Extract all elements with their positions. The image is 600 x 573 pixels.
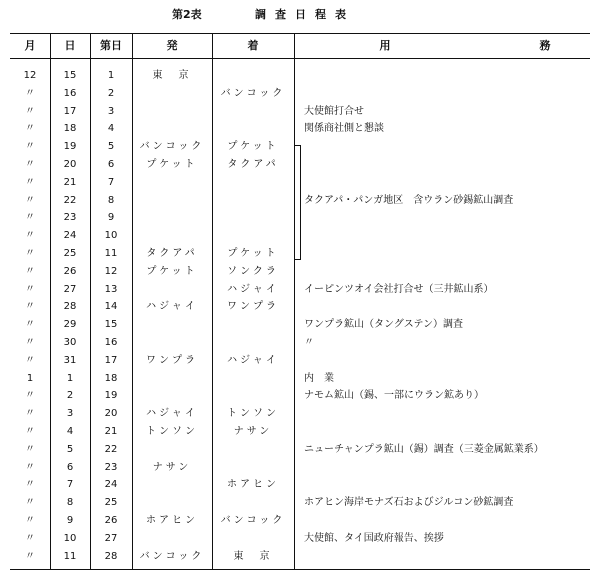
arrival-cell: ハジャイ bbox=[227, 283, 279, 295]
month-cell: 〃 bbox=[25, 283, 35, 295]
arrival-cell: バンコック bbox=[220, 87, 286, 99]
departure-cell bbox=[132, 370, 212, 388]
table-row bbox=[10, 441, 590, 459]
day-cell: 8 bbox=[66, 497, 74, 509]
day-cell: 17 bbox=[63, 105, 77, 117]
month-cell: 〃 bbox=[25, 319, 35, 331]
departure-cell bbox=[132, 227, 212, 245]
table-row bbox=[10, 316, 590, 334]
day-number-cell: 5 bbox=[107, 141, 115, 153]
month-cell: 〃 bbox=[25, 479, 35, 491]
day-number-cell: 1 bbox=[107, 70, 115, 81]
arrival-cell bbox=[212, 441, 294, 459]
header-day-number: 第日 bbox=[100, 39, 122, 52]
departure-cell bbox=[132, 209, 212, 227]
month-cell: 〃 bbox=[25, 212, 35, 224]
day-cell: 9 bbox=[66, 515, 74, 526]
arrival-cell: ソンクラ bbox=[227, 265, 279, 277]
departure-cell bbox=[132, 494, 212, 512]
day-number-cell: 16 bbox=[104, 337, 118, 348]
table-row bbox=[10, 281, 590, 299]
arrival-cell: 東 京 bbox=[233, 550, 273, 562]
departure-cell: ワンプラ bbox=[146, 354, 198, 366]
purpose-cell: ホアヒン海岸モナズ石およびジルコン砂鉱調査 bbox=[304, 497, 514, 509]
day-cell: 23 bbox=[63, 212, 77, 224]
header-purpose-1: 用 bbox=[379, 39, 391, 52]
table-row bbox=[10, 156, 590, 174]
day-number-cell: 25 bbox=[104, 497, 118, 509]
month-cell: 〃 bbox=[25, 123, 35, 135]
table-row bbox=[10, 476, 590, 494]
day-cell: 30 bbox=[63, 337, 77, 348]
day-cell: 4 bbox=[66, 426, 74, 437]
day-cell: 7 bbox=[66, 479, 74, 491]
day-number-cell: 23 bbox=[104, 461, 118, 473]
purpose-cell: 関係商社側と懇談 bbox=[304, 123, 384, 135]
day-number-cell: 6 bbox=[107, 159, 115, 170]
day-cell: 15 bbox=[63, 70, 77, 81]
table-row bbox=[10, 245, 590, 263]
header-purpose-2: 務 bbox=[539, 39, 551, 52]
departure-cell bbox=[132, 103, 212, 121]
month-cell: 〃 bbox=[25, 159, 35, 170]
arrival-cell: トンソン bbox=[227, 408, 279, 420]
arrival-cell: プケット bbox=[227, 141, 279, 153]
day-cell: 10 bbox=[63, 532, 77, 544]
arrival-cell: ホアヒン bbox=[227, 479, 279, 491]
arrival-cell bbox=[212, 227, 294, 245]
month-cell: 〃 bbox=[25, 248, 35, 259]
month-cell: 〃 bbox=[25, 532, 35, 544]
arrival-cell: ワンプラ bbox=[227, 301, 279, 313]
month-cell: 〃 bbox=[25, 515, 35, 526]
arrival-cell bbox=[212, 192, 294, 210]
arrival-cell: タクアパ bbox=[227, 159, 279, 170]
day-cell: 16 bbox=[63, 87, 77, 99]
table-number: 第2表 bbox=[172, 8, 202, 21]
schedule-table bbox=[10, 33, 590, 570]
day-cell: 2 bbox=[66, 390, 74, 402]
day-number-cell: 14 bbox=[104, 301, 118, 313]
month-cell: 〃 bbox=[25, 176, 35, 188]
month-cell: 〃 bbox=[25, 550, 35, 562]
day-cell: 6 bbox=[66, 461, 74, 473]
arrival-cell: ナサン bbox=[233, 426, 273, 437]
day-cell: 18 bbox=[63, 123, 77, 135]
day-number-cell: 2 bbox=[107, 87, 115, 99]
header-month: 月 bbox=[24, 39, 36, 52]
departure-cell: トンソン bbox=[146, 426, 198, 437]
month-cell: 〃 bbox=[25, 87, 35, 99]
arrival-cell bbox=[212, 209, 294, 227]
departure-cell: タクアパ bbox=[146, 248, 198, 259]
month-cell: 〃 bbox=[25, 354, 35, 366]
arrival-cell bbox=[212, 120, 294, 138]
departure-cell: ハジャイ bbox=[146, 408, 198, 420]
arrival-cell bbox=[212, 334, 294, 352]
departure-cell: プケット bbox=[146, 159, 198, 170]
table-caption bbox=[0, 6, 600, 22]
day-number-cell: 19 bbox=[104, 390, 118, 402]
departure-cell bbox=[132, 476, 212, 494]
day-number-cell: 11 bbox=[104, 248, 118, 259]
table-row bbox=[10, 387, 590, 405]
day-cell: 31 bbox=[63, 354, 77, 366]
table-row bbox=[10, 352, 590, 370]
header-rule bbox=[10, 58, 590, 59]
day-cell: 3 bbox=[66, 408, 74, 420]
month-cell: 〃 bbox=[25, 461, 35, 473]
departure-cell bbox=[132, 316, 212, 334]
departure-cell: ナサン bbox=[152, 461, 192, 473]
header-departure: 発 bbox=[166, 39, 178, 52]
table-row bbox=[10, 370, 590, 388]
month-cell: 〃 bbox=[25, 426, 35, 437]
table-row bbox=[10, 120, 590, 138]
departure-cell: バンコック bbox=[139, 141, 205, 153]
table-row bbox=[10, 85, 590, 103]
arrival-cell bbox=[212, 67, 294, 85]
arrival-cell: プケット bbox=[227, 248, 279, 259]
day-cell: 19 bbox=[63, 141, 77, 153]
table-row bbox=[10, 530, 590, 548]
departure-cell: ハジャイ bbox=[146, 301, 198, 313]
header-day: 日 bbox=[64, 39, 76, 52]
table-row bbox=[10, 227, 590, 245]
departure-cell bbox=[132, 174, 212, 192]
day-number-cell: 10 bbox=[104, 230, 118, 242]
table-row bbox=[10, 263, 590, 281]
arrival-cell bbox=[212, 459, 294, 477]
arrival-cell bbox=[212, 530, 294, 548]
day-number-cell: 17 bbox=[104, 354, 118, 366]
departure-cell: バンコック bbox=[139, 550, 205, 562]
day-number-cell: 26 bbox=[104, 515, 118, 526]
arrival-cell bbox=[212, 103, 294, 121]
month-cell: 〃 bbox=[25, 265, 35, 277]
table-row bbox=[10, 405, 590, 423]
day-cell: 29 bbox=[63, 319, 77, 331]
arrival-cell bbox=[212, 174, 294, 192]
day-number-cell: 27 bbox=[104, 532, 118, 544]
table-row bbox=[10, 459, 590, 477]
departure-cell: プケット bbox=[146, 265, 198, 277]
arrival-cell bbox=[212, 370, 294, 388]
table-row bbox=[10, 494, 590, 512]
day-number-cell: 12 bbox=[104, 265, 118, 277]
month-cell: 〃 bbox=[25, 301, 35, 313]
table-row bbox=[10, 512, 590, 530]
departure-cell bbox=[132, 85, 212, 103]
table-row bbox=[10, 174, 590, 192]
table-row bbox=[10, 192, 590, 210]
day-number-cell: 24 bbox=[104, 479, 118, 491]
month-cell: 〃 bbox=[25, 337, 35, 348]
arrival-cell bbox=[212, 387, 294, 405]
purpose-cell: ニューチャンプラ鉱山（錫）調査（三菱金属鉱業系） bbox=[304, 443, 544, 455]
table-row bbox=[10, 209, 590, 227]
purpose-cell: 大使館打合せ bbox=[304, 105, 364, 117]
day-cell: 22 bbox=[63, 194, 77, 206]
departure-cell bbox=[132, 530, 212, 548]
day-number-cell: 22 bbox=[104, 443, 118, 455]
purpose-cell: 大使館、タイ国政府報告、挨拶 bbox=[304, 532, 444, 544]
month-cell: 〃 bbox=[25, 497, 35, 509]
day-number-cell: 4 bbox=[107, 123, 115, 135]
purpose-cell: イーピンツオイ会社打合せ（三井鉱山系） bbox=[304, 283, 494, 295]
month-cell: 〃 bbox=[25, 105, 35, 117]
day-cell: 21 bbox=[63, 176, 77, 188]
departure-cell: 東 京 bbox=[152, 70, 192, 81]
day-cell: 5 bbox=[66, 443, 74, 455]
month-cell: 〃 bbox=[25, 443, 35, 455]
departure-cell bbox=[132, 334, 212, 352]
purpose-cell: ナモム鉱山（錫、一部にウラン鉱あり） bbox=[304, 390, 484, 402]
month-cell: 〃 bbox=[25, 390, 35, 402]
day-cell: 11 bbox=[63, 550, 77, 562]
departure-cell: ホアヒン bbox=[146, 515, 198, 526]
departure-cell bbox=[132, 387, 212, 405]
day-cell: 28 bbox=[63, 301, 77, 313]
month-cell: 12 bbox=[23, 70, 37, 81]
month-cell: 1 bbox=[26, 372, 34, 384]
table-row bbox=[10, 548, 590, 566]
month-cell: 〃 bbox=[25, 408, 35, 420]
table-title: 調査日程表 bbox=[255, 8, 355, 21]
departure-cell bbox=[132, 192, 212, 210]
day-cell: 24 bbox=[63, 230, 77, 242]
arrival-cell: バンコック bbox=[220, 515, 286, 526]
table-row bbox=[10, 334, 590, 352]
departure-cell bbox=[132, 120, 212, 138]
day-number-cell: 28 bbox=[104, 550, 118, 562]
day-number-cell: 18 bbox=[104, 372, 118, 384]
departure-cell bbox=[132, 441, 212, 459]
header-arrival: 着 bbox=[247, 39, 259, 52]
month-cell: 〃 bbox=[25, 194, 35, 206]
purpose-cell: タクアパ・パンガ地区 含ウラン砂錫鉱山調査 bbox=[304, 194, 514, 206]
day-number-cell: 3 bbox=[107, 105, 115, 117]
month-cell: 〃 bbox=[25, 141, 35, 153]
day-number-cell: 8 bbox=[107, 194, 115, 206]
table-row bbox=[10, 103, 590, 121]
purpose-cell: 内 業 bbox=[304, 372, 334, 384]
purpose-cell: 〃 bbox=[304, 337, 314, 348]
table-row bbox=[10, 138, 590, 156]
purpose-cell: ワンプラ鉱山（タングステン）調査 bbox=[304, 319, 463, 331]
day-number-cell: 7 bbox=[107, 176, 115, 188]
day-cell: 1 bbox=[66, 372, 74, 384]
day-number-cell: 21 bbox=[104, 426, 118, 437]
day-cell: 25 bbox=[63, 248, 77, 259]
day-cell: 26 bbox=[63, 265, 77, 277]
arrival-cell bbox=[212, 316, 294, 334]
departure-cell bbox=[132, 281, 212, 299]
day-cell: 20 bbox=[63, 159, 77, 170]
day-number-cell: 13 bbox=[104, 283, 118, 295]
table-row bbox=[10, 67, 590, 85]
arrival-cell: ハジャイ bbox=[227, 354, 279, 366]
table-row bbox=[10, 423, 590, 441]
day-number-cell: 15 bbox=[104, 319, 118, 331]
table-row bbox=[10, 298, 590, 316]
arrival-cell bbox=[212, 494, 294, 512]
month-cell: 〃 bbox=[25, 230, 35, 242]
day-number-cell: 20 bbox=[104, 408, 118, 420]
day-cell: 27 bbox=[63, 283, 77, 295]
day-number-cell: 9 bbox=[107, 212, 115, 224]
